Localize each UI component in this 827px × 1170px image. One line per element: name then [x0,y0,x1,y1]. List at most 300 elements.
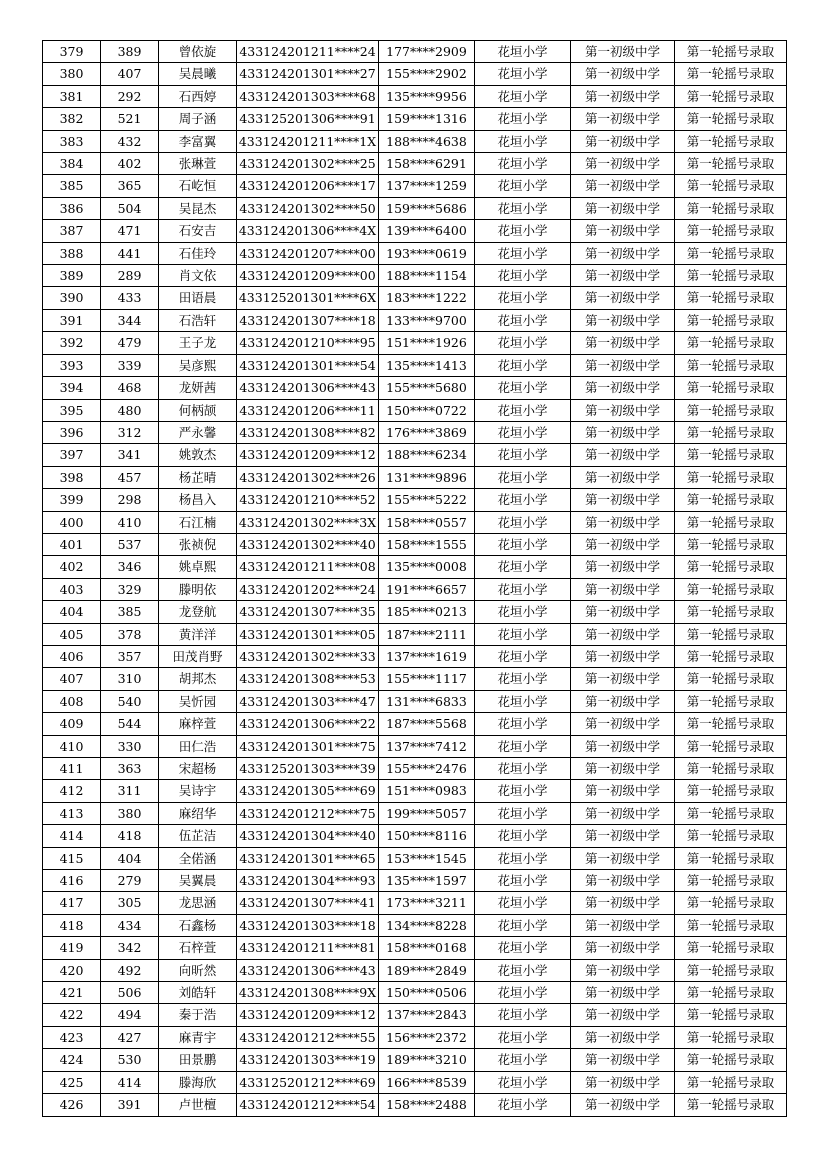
primary-school-cell: 花垣小学 [475,690,571,712]
draw-number-cell: 311 [101,780,159,802]
draw-number-cell: 441 [101,242,159,264]
id-number-cell: 433124201212****55 [237,1026,379,1048]
middle-school-cell: 第一初级中学 [571,802,675,824]
id-number-cell: 433124201212****54 [237,1094,379,1116]
phone-cell: 158****1555 [379,533,475,555]
id-number-cell: 433125201306****91 [237,108,379,130]
draw-number-cell: 289 [101,265,159,287]
id-number-cell: 433124201301****27 [237,63,379,85]
draw-number-cell: 433 [101,287,159,309]
phone-cell: 135****0008 [379,556,475,578]
student-name-cell: 向昕然 [159,959,237,981]
phone-cell: 135****1413 [379,354,475,376]
draw-number-cell: 479 [101,332,159,354]
middle-school-cell: 第一初级中学 [571,85,675,107]
admission-status-cell: 第一轮摇号录取 [675,533,787,555]
draw-number-cell: 389 [101,41,159,63]
middle-school-cell: 第一初级中学 [571,690,675,712]
middle-school-cell: 第一初级中学 [571,354,675,376]
id-number-cell: 433124201211****24 [237,41,379,63]
middle-school-cell: 第一初级中学 [571,377,675,399]
admission-status-cell: 第一轮摇号录取 [675,847,787,869]
table-row [43,758,787,780]
id-number-cell: 433125201212****69 [237,1071,379,1093]
admission-status-cell: 第一轮摇号录取 [675,130,787,152]
row-number-cell: 393 [43,354,101,376]
draw-number-cell: 410 [101,511,159,533]
admission-status-cell: 第一轮摇号录取 [675,959,787,981]
middle-school-cell: 第一初级中学 [571,41,675,63]
primary-school-cell: 花垣小学 [475,735,571,757]
document-page [42,40,786,1117]
table-row [43,668,787,690]
draw-number-cell: 329 [101,578,159,600]
row-number-cell: 384 [43,153,101,175]
primary-school-cell: 花垣小学 [475,220,571,242]
row-number-cell: 386 [43,197,101,219]
table-row [43,780,787,802]
primary-school-cell: 花垣小学 [475,444,571,466]
middle-school-cell: 第一初级中学 [571,489,675,511]
phone-cell: 131****9896 [379,466,475,488]
table-row [43,511,787,533]
admission-status-cell: 第一轮摇号录取 [675,421,787,443]
admission-status-cell: 第一轮摇号录取 [675,758,787,780]
primary-school-cell: 花垣小学 [475,242,571,264]
student-name-cell: 吴诗宇 [159,780,237,802]
middle-school-cell: 第一初级中学 [571,108,675,130]
middle-school-cell: 第一初级中学 [571,780,675,802]
table-row [43,1026,787,1048]
id-number-cell: 433124201301****65 [237,847,379,869]
admission-status-cell: 第一轮摇号录取 [675,332,787,354]
phone-cell: 151****1926 [379,332,475,354]
admission-status-cell: 第一轮摇号录取 [675,220,787,242]
id-number-cell: 433124201209****12 [237,444,379,466]
student-name-cell: 石佳玲 [159,242,237,264]
id-number-cell: 433124201302****26 [237,466,379,488]
table-row [43,556,787,578]
phone-cell: 137****2843 [379,1004,475,1026]
admission-status-cell: 第一轮摇号录取 [675,1026,787,1048]
row-number-cell: 424 [43,1049,101,1071]
draw-number-cell: 279 [101,870,159,892]
id-number-cell: 433124201212****75 [237,802,379,824]
middle-school-cell: 第一初级中学 [571,1049,675,1071]
table-row [43,287,787,309]
phone-cell: 187****5568 [379,713,475,735]
phone-cell: 166****8539 [379,1071,475,1093]
draw-number-cell: 480 [101,399,159,421]
table-row [43,444,787,466]
table-row [43,982,787,1004]
primary-school-cell: 花垣小学 [475,354,571,376]
middle-school-cell: 第一初级中学 [571,309,675,331]
table-row [43,399,787,421]
primary-school-cell: 花垣小学 [475,758,571,780]
draw-number-cell: 344 [101,309,159,331]
row-number-cell: 390 [43,287,101,309]
phone-cell: 159****1316 [379,108,475,130]
middle-school-cell: 第一初级中学 [571,175,675,197]
phone-cell: 151****0983 [379,780,475,802]
admission-status-cell: 第一轮摇号录取 [675,668,787,690]
phone-cell: 137****1259 [379,175,475,197]
phone-cell: 137****1619 [379,645,475,667]
student-name-cell: 吴昆杰 [159,197,237,219]
id-number-cell: 433124201301****54 [237,354,379,376]
row-number-cell: 400 [43,511,101,533]
primary-school-cell: 花垣小学 [475,645,571,667]
student-name-cell: 伍芷洁 [159,825,237,847]
primary-school-cell: 花垣小学 [475,668,571,690]
table-row [43,332,787,354]
id-number-cell: 433124201301****75 [237,735,379,757]
phone-cell: 188****6234 [379,444,475,466]
phone-cell: 177****2909 [379,41,475,63]
id-number-cell: 433124201209****00 [237,265,379,287]
student-name-cell: 田景鹏 [159,1049,237,1071]
phone-cell: 137****7412 [379,735,475,757]
admission-status-cell: 第一轮摇号录取 [675,287,787,309]
student-name-cell: 吴晨曦 [159,63,237,85]
phone-cell: 188****4638 [379,130,475,152]
middle-school-cell: 第一初级中学 [571,130,675,152]
phone-cell: 150****0722 [379,399,475,421]
phone-cell: 155****5680 [379,377,475,399]
primary-school-cell: 花垣小学 [475,41,571,63]
middle-school-cell: 第一初级中学 [571,421,675,443]
phone-cell: 155****1117 [379,668,475,690]
id-number-cell: 433124201206****11 [237,399,379,421]
student-name-cell: 严永馨 [159,421,237,443]
admission-status-cell: 第一轮摇号录取 [675,713,787,735]
middle-school-cell: 第一初级中学 [571,220,675,242]
phone-cell: 189****2849 [379,959,475,981]
table-row [43,175,787,197]
draw-number-cell: 521 [101,108,159,130]
table-row [43,601,787,623]
row-number-cell: 410 [43,735,101,757]
row-number-cell: 388 [43,242,101,264]
table-row [43,645,787,667]
primary-school-cell: 花垣小学 [475,377,571,399]
admission-status-cell: 第一轮摇号录取 [675,489,787,511]
id-number-cell: 433125201303****39 [237,758,379,780]
primary-school-cell: 花垣小学 [475,175,571,197]
row-number-cell: 407 [43,668,101,690]
admission-status-cell: 第一轮摇号录取 [675,735,787,757]
draw-number-cell: 310 [101,668,159,690]
admission-status-cell: 第一轮摇号录取 [675,556,787,578]
student-name-cell: 石安吉 [159,220,237,242]
table-row [43,1071,787,1093]
primary-school-cell: 花垣小学 [475,825,571,847]
phone-cell: 173****3211 [379,892,475,914]
primary-school-cell: 花垣小学 [475,85,571,107]
admission-status-cell: 第一轮摇号录取 [675,197,787,219]
table-row [43,735,787,757]
student-name-cell: 姚敦杰 [159,444,237,466]
phone-cell: 188****1154 [379,265,475,287]
row-number-cell: 403 [43,578,101,600]
id-number-cell: 433124201302****40 [237,533,379,555]
primary-school-cell: 花垣小学 [475,556,571,578]
id-number-cell: 433124201302****50 [237,197,379,219]
row-number-cell: 395 [43,399,101,421]
middle-school-cell: 第一初级中学 [571,1004,675,1026]
admission-status-cell: 第一轮摇号录取 [675,914,787,936]
student-name-cell: 石梓萱 [159,937,237,959]
student-name-cell: 黄洋洋 [159,623,237,645]
draw-number-cell: 404 [101,847,159,869]
phone-cell: 155****2902 [379,63,475,85]
table-row [43,377,787,399]
middle-school-cell: 第一初级中学 [571,265,675,287]
student-name-cell: 石鑫杨 [159,914,237,936]
id-number-cell: 433124201301****05 [237,623,379,645]
student-name-cell: 曾依旋 [159,41,237,63]
draw-number-cell: 346 [101,556,159,578]
middle-school-cell: 第一初级中学 [571,533,675,555]
phone-cell: 193****0619 [379,242,475,264]
table-row [43,242,787,264]
id-number-cell: 433124201206****17 [237,175,379,197]
middle-school-cell: 第一初级中学 [571,758,675,780]
student-name-cell: 石江楠 [159,511,237,533]
admission-status-cell: 第一轮摇号录取 [675,1071,787,1093]
middle-school-cell: 第一初级中学 [571,511,675,533]
table-row [43,959,787,981]
phone-cell: 189****3210 [379,1049,475,1071]
admission-status-cell: 第一轮摇号录取 [675,690,787,712]
id-number-cell: 433124201303****19 [237,1049,379,1071]
row-number-cell: 380 [43,63,101,85]
student-name-cell: 吴忻园 [159,690,237,712]
middle-school-cell: 第一初级中学 [571,937,675,959]
phone-cell: 158****0168 [379,937,475,959]
phone-cell: 156****2372 [379,1026,475,1048]
table-row [43,825,787,847]
table-row [43,713,787,735]
admission-status-cell: 第一轮摇号录取 [675,265,787,287]
middle-school-cell: 第一初级中学 [571,959,675,981]
phone-cell: 158****0557 [379,511,475,533]
phone-cell: 155****2476 [379,758,475,780]
id-number-cell: 433124201211****1X [237,130,379,152]
student-name-cell: 刘皓轩 [159,982,237,1004]
student-name-cell: 杨昌入 [159,489,237,511]
primary-school-cell: 花垣小学 [475,63,571,85]
id-number-cell: 433124201308****9X [237,982,379,1004]
draw-number-cell: 380 [101,802,159,824]
student-name-cell: 滕海欣 [159,1071,237,1093]
student-name-cell: 吴翼晨 [159,870,237,892]
id-number-cell: 433124201302****33 [237,645,379,667]
row-number-cell: 392 [43,332,101,354]
table-row [43,870,787,892]
student-name-cell: 肖文依 [159,265,237,287]
row-number-cell: 397 [43,444,101,466]
admission-status-cell: 第一轮摇号录取 [675,108,787,130]
primary-school-cell: 花垣小学 [475,332,571,354]
row-number-cell: 418 [43,914,101,936]
table-row [43,690,787,712]
table-row [43,489,787,511]
student-name-cell: 宋超杨 [159,758,237,780]
row-number-cell: 401 [43,533,101,555]
phone-cell: 155****5222 [379,489,475,511]
row-number-cell: 398 [43,466,101,488]
id-number-cell: 433124201303****18 [237,914,379,936]
primary-school-cell: 花垣小学 [475,130,571,152]
id-number-cell: 433124201306****43 [237,377,379,399]
middle-school-cell: 第一初级中学 [571,892,675,914]
student-name-cell: 麻绍华 [159,802,237,824]
middle-school-cell: 第一初级中学 [571,713,675,735]
draw-number-cell: 540 [101,690,159,712]
draw-number-cell: 434 [101,914,159,936]
primary-school-cell: 花垣小学 [475,578,571,600]
primary-school-cell: 花垣小学 [475,108,571,130]
middle-school-cell: 第一初级中学 [571,1026,675,1048]
id-number-cell: 433124201302****3X [237,511,379,533]
phone-cell: 183****1222 [379,287,475,309]
admission-status-cell: 第一轮摇号录取 [675,623,787,645]
student-name-cell: 石浩轩 [159,309,237,331]
phone-cell: 150****0506 [379,982,475,1004]
draw-number-cell: 402 [101,153,159,175]
student-name-cell: 张祯倪 [159,533,237,555]
table-body [43,41,787,1117]
draw-number-cell: 342 [101,937,159,959]
draw-number-cell: 312 [101,421,159,443]
primary-school-cell: 花垣小学 [475,511,571,533]
admission-status-cell: 第一轮摇号录取 [675,937,787,959]
id-number-cell: 433124201306****4X [237,220,379,242]
phone-cell: 158****6291 [379,153,475,175]
row-number-cell: 414 [43,825,101,847]
draw-number-cell: 407 [101,63,159,85]
admission-status-cell: 第一轮摇号录取 [675,153,787,175]
primary-school-cell: 花垣小学 [475,601,571,623]
admission-status-cell: 第一轮摇号录取 [675,645,787,667]
id-number-cell: 433124201307****18 [237,309,379,331]
id-number-cell: 433124201306****43 [237,959,379,981]
middle-school-cell: 第一初级中学 [571,735,675,757]
row-number-cell: 379 [43,41,101,63]
row-number-cell: 412 [43,780,101,802]
id-number-cell: 433124201308****53 [237,668,379,690]
middle-school-cell: 第一初级中学 [571,601,675,623]
id-number-cell: 433124201209****12 [237,1004,379,1026]
middle-school-cell: 第一初级中学 [571,668,675,690]
table-row [43,153,787,175]
middle-school-cell: 第一初级中学 [571,63,675,85]
row-number-cell: 406 [43,645,101,667]
row-number-cell: 417 [43,892,101,914]
row-number-cell: 425 [43,1071,101,1093]
primary-school-cell: 花垣小学 [475,870,571,892]
phone-cell: 199****5057 [379,802,475,824]
primary-school-cell: 花垣小学 [475,937,571,959]
admission-status-cell: 第一轮摇号录取 [675,578,787,600]
primary-school-cell: 花垣小学 [475,1071,571,1093]
row-number-cell: 408 [43,690,101,712]
draw-number-cell: 506 [101,982,159,1004]
admission-status-cell: 第一轮摇号录取 [675,354,787,376]
draw-number-cell: 427 [101,1026,159,1048]
primary-school-cell: 花垣小学 [475,1049,571,1071]
id-number-cell: 433124201307****41 [237,892,379,914]
student-name-cell: 吴彦熙 [159,354,237,376]
middle-school-cell: 第一初级中学 [571,466,675,488]
draw-number-cell: 341 [101,444,159,466]
primary-school-cell: 花垣小学 [475,1004,571,1026]
student-name-cell: 姚卓熙 [159,556,237,578]
table-row [43,847,787,869]
middle-school-cell: 第一初级中学 [571,623,675,645]
table-row [43,354,787,376]
primary-school-cell: 花垣小学 [475,847,571,869]
draw-number-cell: 414 [101,1071,159,1093]
student-name-cell: 麻梓萱 [159,713,237,735]
primary-school-cell: 花垣小学 [475,466,571,488]
primary-school-cell: 花垣小学 [475,489,571,511]
student-name-cell: 全偌涵 [159,847,237,869]
id-number-cell: 433124201303****47 [237,690,379,712]
admission-status-cell: 第一轮摇号录取 [675,242,787,264]
table-row [43,533,787,555]
phone-cell: 153****1545 [379,847,475,869]
admission-status-cell: 第一轮摇号录取 [675,511,787,533]
draw-number-cell: 365 [101,175,159,197]
id-number-cell: 433124201306****22 [237,713,379,735]
table-row [43,578,787,600]
middle-school-cell: 第一初级中学 [571,444,675,466]
row-number-cell: 416 [43,870,101,892]
student-name-cell: 田仁浩 [159,735,237,757]
draw-number-cell: 305 [101,892,159,914]
primary-school-cell: 花垣小学 [475,713,571,735]
middle-school-cell: 第一初级中学 [571,197,675,219]
primary-school-cell: 花垣小学 [475,623,571,645]
table-row [43,220,787,242]
phone-cell: 176****3869 [379,421,475,443]
row-number-cell: 413 [43,802,101,824]
draw-number-cell: 418 [101,825,159,847]
phone-cell: 131****6833 [379,690,475,712]
phone-cell: 159****5686 [379,197,475,219]
middle-school-cell: 第一初级中学 [571,556,675,578]
student-name-cell: 卢世檀 [159,1094,237,1116]
draw-number-cell: 378 [101,623,159,645]
draw-number-cell: 530 [101,1049,159,1071]
admission-status-cell: 第一轮摇号录取 [675,1049,787,1071]
student-name-cell: 何柄颉 [159,399,237,421]
middle-school-cell: 第一初级中学 [571,1071,675,1093]
admission-status-cell: 第一轮摇号录取 [675,175,787,197]
middle-school-cell: 第一初级中学 [571,982,675,1004]
student-name-cell: 秦于浩 [159,1004,237,1026]
table-row [43,63,787,85]
row-number-cell: 385 [43,175,101,197]
draw-number-cell: 537 [101,533,159,555]
primary-school-cell: 花垣小学 [475,1026,571,1048]
admission-status-cell: 第一轮摇号录取 [675,63,787,85]
row-number-cell: 391 [43,309,101,331]
phone-cell: 150****8116 [379,825,475,847]
